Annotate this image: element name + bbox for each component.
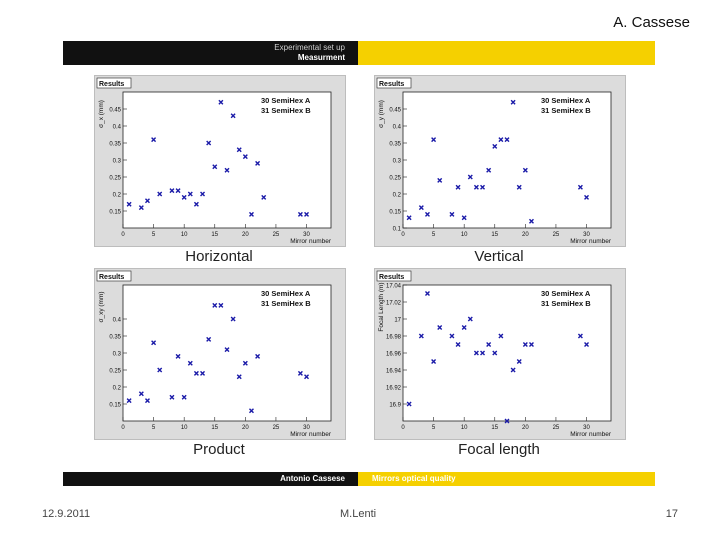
y-tick-label: 0.3 [112, 351, 121, 358]
y-tick-label: 0.35 [109, 334, 121, 341]
y-tick-label: 0.45 [389, 107, 401, 114]
y-tick-label: 0.3 [392, 158, 401, 165]
y-axis-label: σ_x (mm) [98, 100, 105, 128]
legend-entry: 30 SemiHex A [541, 289, 591, 298]
y-tick-label: 0.15 [109, 209, 121, 216]
y-tick-label: 16.98 [385, 334, 401, 341]
y-tick-label: 0.3 [112, 158, 121, 165]
bottom-banner-black [63, 472, 358, 486]
x-tick-label: 10 [180, 425, 188, 431]
x-axis-label: Mirror number [570, 238, 611, 245]
chart-svg-product [95, 269, 345, 439]
legend-entry: 31 SemiHex B [541, 106, 591, 115]
x-tick-label: 0 [121, 425, 125, 431]
y-axis-label: Focal Length (m) [378, 282, 385, 332]
results-box-label: Results [379, 274, 405, 281]
x-tick-label: 5 [431, 425, 436, 431]
y-tick-label: 17 [394, 317, 401, 324]
y-axis-label: σ_y (mm) [378, 100, 385, 128]
chart-panel-horizontal [94, 75, 346, 247]
x-axis-label: Mirror number [290, 238, 331, 245]
footer-center: M.Lenti [340, 508, 377, 520]
x-tick-label: 5 [151, 425, 156, 431]
y-tick-label: 0.25 [109, 368, 121, 375]
x-tick-label: 0 [121, 232, 125, 238]
chart-caption-focal-length: Focal length [458, 441, 540, 458]
top-banner-black [63, 41, 358, 65]
bottom-banner-yellow [358, 472, 655, 486]
x-tick-label: 10 [460, 232, 468, 238]
legend-entry: 31 SemiHex B [261, 106, 311, 115]
x-tick-label: 10 [460, 425, 468, 431]
x-tick-label: 0 [401, 425, 405, 431]
x-tick-label: 10 [180, 232, 188, 238]
y-tick-label: 16.9 [389, 402, 401, 409]
results-box-label: Results [99, 274, 125, 281]
banner-subtitle: Experimental set up [274, 43, 345, 52]
legend-entry: 30 SemiHex A [261, 289, 311, 298]
bottom-banner-title: Mirrors optical quality [372, 474, 456, 483]
x-tick-label: 30 [583, 425, 590, 431]
x-tick-label: 20 [522, 232, 529, 238]
banner-title: Measurment [297, 53, 345, 62]
y-tick-label: 0.2 [112, 385, 121, 392]
results-box-label: Results [99, 81, 125, 88]
x-tick-label: 5 [151, 232, 156, 238]
chart-caption-vertical: Vertical [474, 248, 524, 265]
y-tick-label: 17.02 [385, 300, 401, 307]
author-label: A. Cassese [613, 14, 690, 31]
chart-svg-horizontal [95, 76, 345, 246]
y-tick-label: 0.35 [389, 141, 401, 148]
top-banner-yellow [358, 41, 655, 65]
legend-entry: 30 SemiHex A [541, 96, 591, 105]
y-tick-label: 16.92 [385, 385, 401, 392]
y-tick-label: 0.1 [392, 226, 401, 233]
x-tick-label: 15 [491, 232, 499, 238]
chart-svg-vertical [375, 76, 625, 246]
top-banner [63, 41, 655, 65]
y-tick-label: 0.4 [112, 317, 121, 324]
chart-panel-focal-length [374, 268, 626, 440]
y-tick-label: 0.4 [112, 124, 121, 131]
chart-panel-product [94, 268, 346, 440]
x-axis-label: Mirror number [570, 431, 611, 438]
y-tick-label: 17.04 [385, 283, 401, 290]
bottom-banner [63, 472, 655, 486]
legend-entry: 30 SemiHex A [261, 96, 311, 105]
y-tick-label: 0.25 [109, 175, 121, 182]
y-tick-label: 0.15 [389, 209, 401, 216]
x-tick-label: 15 [211, 425, 219, 431]
x-tick-label: 25 [552, 425, 560, 431]
y-tick-label: 0.35 [109, 141, 121, 148]
legend-entry: 31 SemiHex B [541, 299, 591, 308]
x-tick-label: 25 [552, 232, 560, 238]
y-tick-label: 0.2 [392, 192, 401, 199]
x-tick-label: 20 [242, 425, 249, 431]
x-tick-label: 25 [272, 425, 280, 431]
y-tick-label: 0.2 [112, 192, 121, 199]
y-tick-label: 0.15 [109, 402, 121, 409]
x-tick-label: 30 [303, 425, 310, 431]
x-axis-label: Mirror number [290, 431, 331, 438]
page-number: 17 [665, 508, 678, 520]
x-tick-label: 25 [272, 232, 280, 238]
y-tick-label: 0.45 [109, 107, 121, 114]
chart-caption-horizontal: Horizontal [185, 248, 253, 265]
x-tick-label: 5 [431, 232, 436, 238]
y-tick-label: 16.94 [385, 368, 401, 375]
x-tick-label: 15 [491, 425, 499, 431]
y-tick-label: 0.25 [389, 175, 401, 182]
x-tick-label: 30 [303, 232, 310, 238]
footer-date: 12.9.2011 [42, 508, 91, 520]
y-tick-label: 16.96 [385, 351, 401, 358]
x-tick-label: 20 [522, 425, 529, 431]
x-tick-label: 20 [242, 232, 249, 238]
chart-panel-vertical [374, 75, 626, 247]
y-tick-label: 0.4 [392, 124, 401, 131]
bottom-banner-author: Antonio Cassese [280, 474, 345, 483]
y-axis-label: σ_xy (mm) [98, 291, 105, 323]
chart-svg-focal-length [375, 269, 625, 439]
x-tick-label: 15 [211, 232, 219, 238]
x-tick-label: 0 [401, 232, 405, 238]
x-tick-label: 30 [583, 232, 590, 238]
legend-entry: 31 SemiHex B [261, 299, 311, 308]
chart-caption-product: Product [193, 441, 245, 458]
results-box-label: Results [379, 81, 405, 88]
